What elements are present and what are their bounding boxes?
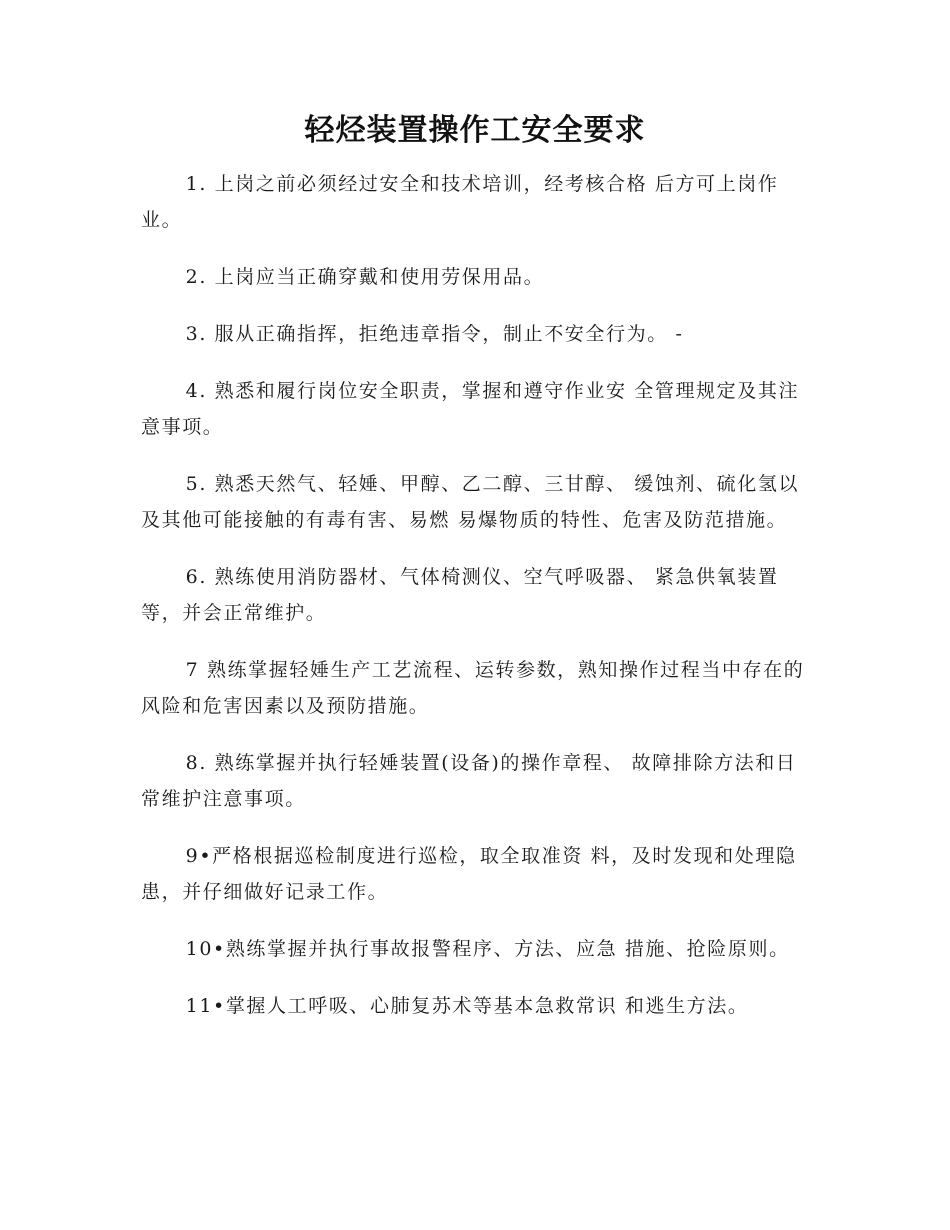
requirements-list bbox=[141, 166, 809, 1045]
requirement-item-1: 1. 上岗之前必须经过安全和技术培训，经考核合格 后方可上岗作业。 bbox=[141, 173, 779, 231]
requirement-item-8: 8. 熟练掌握并执行轻娷装置(设备)的操作章程、 故障排除方法和日常维护注意事项。 bbox=[141, 752, 797, 810]
requirement-item-10: 10•熟练掌握并执行事故报警程序、方法、应急 措施、抢险原则。 bbox=[185, 938, 790, 960]
document-title: 轻烃装置操作工安全要求 bbox=[304, 113, 646, 148]
requirement-item-9: 9•严格根据巡检制度进行巡检，取全取准资 料，及时发现和处理隐患，并仔细做好记录工作。 bbox=[141, 845, 797, 903]
requirement-item-5: 5. 熟悉天然气、轻娷、甲醇、乙二醇、三甘醇、 缓蚀剂、硫化氢以及其他可能接触的有毒有害、易燃 易爆物质的特性、危害及防范措施。 bbox=[141, 473, 800, 531]
requirement-item-2: 2. 上岗应当正确穿戴和使用劳保用品。 bbox=[185, 266, 545, 288]
requirement-item-3: 3. 服从正确指挥，拒绝违章指令，制止不安全行为。 - bbox=[185, 323, 684, 345]
requirement-item-6: 6. 熟练使用消防器材、气体椅测仪、空气呼吸器、 紧急供氧装置等，并会正常维护。 bbox=[141, 566, 779, 624]
requirement-item-11: 11•掌握人工呼吸、心肺复苏术等基本急救常识 和逃生方法。 bbox=[185, 995, 749, 1017]
requirement-item-7: 7 熟练掌握轻娷生产工艺流程、运转参数，熟知操作过程当中存在的风险和危害因素以及预防措施。 bbox=[141, 659, 805, 717]
requirement-item-4: 4. 熟悉和履行岗位安全职责，掌握和遵守作业安 全管理规定及其注意事项。 bbox=[141, 380, 800, 438]
